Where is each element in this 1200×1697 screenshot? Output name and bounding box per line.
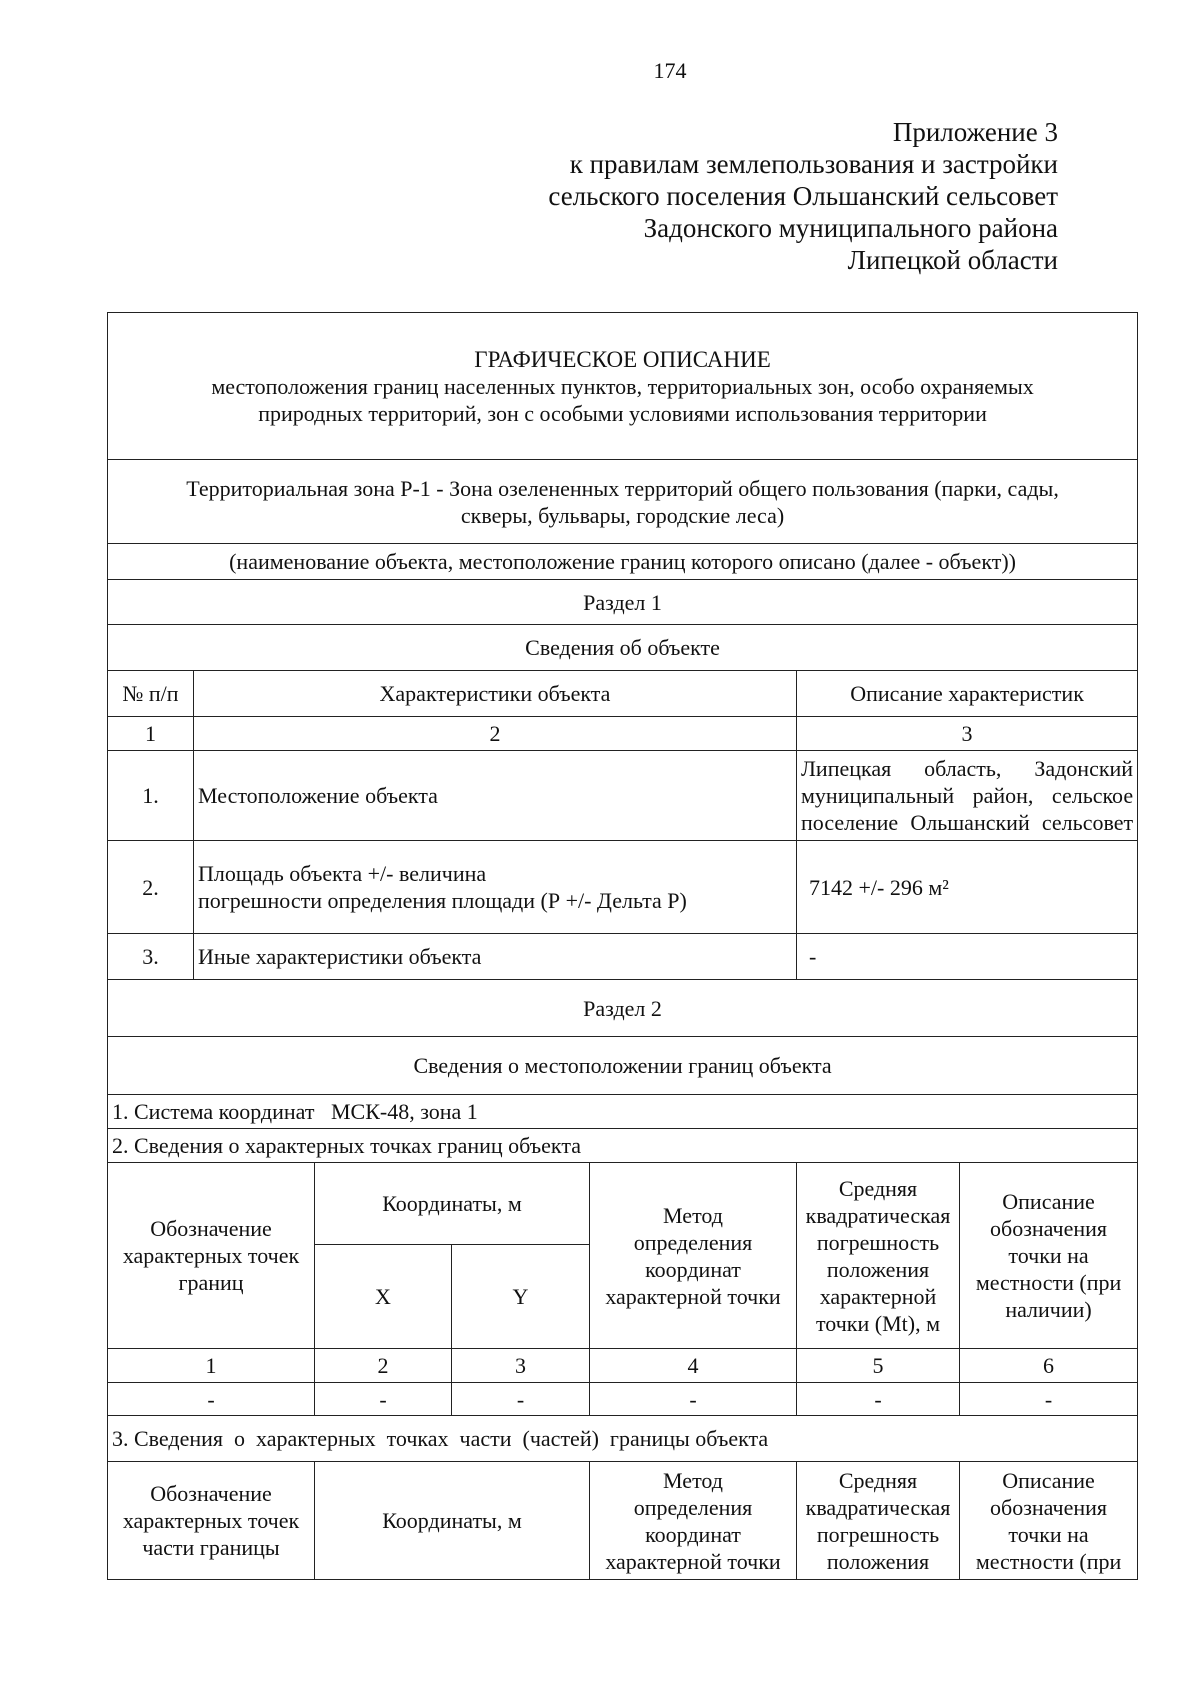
header-line: точки (Mt), м	[815, 1310, 941, 1336]
appendix-line: Приложение 3	[892, 117, 1058, 147]
header-line: Обозначение	[150, 1216, 272, 1241]
header-line: части границы	[142, 1535, 280, 1560]
section1-title: Раздел 1	[108, 580, 1138, 625]
header-method	[590, 1462, 797, 1580]
empty-cell: -	[452, 1383, 590, 1416]
header-part-point-designation	[108, 1462, 315, 1580]
appendix-header	[548, 116, 1058, 276]
characteristic-value: -	[797, 934, 1138, 980]
zone-name	[108, 460, 1138, 544]
header-line: положения	[826, 1548, 930, 1574]
characteristic-value: 7142 +/- 296 м²	[797, 841, 1138, 934]
header-coordinates: Координаты, м	[315, 1462, 590, 1580]
empty-cell: -	[315, 1383, 452, 1416]
header-point-description	[960, 1462, 1138, 1580]
header-line: точки на	[1008, 1521, 1089, 1547]
column-number: 1	[108, 1349, 315, 1383]
header-point-designation	[108, 1163, 315, 1349]
header-method	[590, 1163, 797, 1349]
header-line: координат	[645, 1256, 741, 1282]
column-number: 3	[452, 1349, 590, 1383]
section2-title: Раздел 2	[108, 980, 1138, 1037]
header-line: определения	[633, 1229, 753, 1255]
graphic-description-table	[107, 312, 1138, 1580]
header-line: Метод	[663, 1467, 723, 1493]
header-point-description	[960, 1163, 1138, 1349]
header-line: характерных точек	[122, 1508, 300, 1533]
document-title: ГРАФИЧЕСКОЕ ОПИСАНИЕ	[474, 346, 771, 372]
section2-subtitle: Сведения о местоположении границ объекта	[108, 1037, 1138, 1095]
document-heading	[108, 313, 1138, 460]
row-number: 3.	[108, 934, 194, 980]
empty-cell: -	[108, 1383, 315, 1416]
characteristic-name-line: погрешности определения площади (Р +/- Дельта Р)	[198, 888, 687, 913]
header-line: определения	[633, 1494, 753, 1520]
empty-cell: -	[797, 1383, 960, 1416]
coordinate-system: 1. Система координат МСК-48, зона 1	[108, 1095, 1138, 1129]
header-number: № п/п	[108, 671, 194, 717]
header-line: Описание	[1002, 1189, 1095, 1214]
document-subtitle-line: местоположения границ населенных пунктов, территориальных зон, особо охраняемых	[211, 373, 1034, 399]
header-x: X	[315, 1245, 452, 1349]
zone-caption: (наименование объекта, местоположение границ которого описано (далее - объект))	[108, 544, 1138, 580]
header-line: обозначения	[990, 1216, 1108, 1241]
header-y: Y	[452, 1245, 590, 1349]
header-line: погрешность	[816, 1521, 940, 1547]
header-line: квадратическая	[805, 1494, 951, 1520]
appendix-line: Липецкой области	[847, 245, 1058, 275]
row-number: 1.	[108, 751, 194, 841]
parts-title: 3. Сведения о характерных точках части (частей) границы объекта	[108, 1416, 1138, 1462]
zone-name-line: скверы, бульвары, городские леса)	[460, 502, 785, 528]
header-line: координат	[645, 1521, 741, 1547]
characteristic-name: Местоположение объекта	[194, 751, 797, 841]
points-title: 2. Сведения о характерных точках границ объекта	[108, 1129, 1138, 1163]
header-line: квадратическая	[805, 1202, 951, 1228]
header-line: характерных точек	[122, 1243, 300, 1268]
header-line: положения	[826, 1256, 930, 1282]
header-line: Средняя	[838, 1175, 918, 1201]
empty-cell: -	[590, 1383, 797, 1416]
header-mean-error	[797, 1462, 960, 1580]
appendix-line: к правилам землепользования и застройки	[569, 149, 1058, 179]
section1-subtitle: Сведения об объекте	[108, 625, 1138, 671]
characteristic-value: Липецкая область, Задонский муниципальный район, сельское поселение Ольшанский сельсовет	[797, 751, 1138, 841]
empty-cell: -	[960, 1383, 1138, 1416]
column-number: 2	[315, 1349, 452, 1383]
column-number: 4	[590, 1349, 797, 1383]
zone-name-line: Территориальная зона Р-1 - Зона озелененных территорий общего пользования (парки, сады,	[186, 475, 1059, 501]
appendix-line: Задонского муниципального района	[643, 213, 1058, 243]
characteristic-name	[194, 841, 797, 934]
column-number: 5	[797, 1349, 960, 1383]
header-line: точки на	[1008, 1243, 1089, 1268]
header-line: погрешность	[816, 1229, 940, 1255]
characteristic-name-line: Площадь объекта +/- величина	[198, 861, 487, 886]
header-line: Метод	[663, 1202, 723, 1228]
header-line: Обозначение	[150, 1481, 272, 1506]
header-line: местности (при	[975, 1548, 1122, 1574]
header-characteristics: Характеристики объекта	[194, 671, 797, 717]
header-line: Средняя	[838, 1467, 918, 1493]
header-line: границ	[178, 1270, 244, 1295]
row-number: 2.	[108, 841, 194, 934]
header-line: наличии)	[1005, 1297, 1092, 1322]
header-line: обозначения	[990, 1494, 1108, 1520]
header-line: Описание	[1002, 1467, 1095, 1493]
header-line: местности (при	[975, 1270, 1122, 1295]
appendix-line: сельского поселения Ольшанский сельсовет	[548, 181, 1058, 211]
header-coordinates: Координаты, м	[315, 1163, 590, 1245]
header-line: характерной точки	[605, 1283, 781, 1309]
header-line: характерной точки	[605, 1548, 781, 1574]
header-line: характерной	[819, 1283, 937, 1309]
characteristic-name: Иные характеристики объекта	[194, 934, 797, 980]
column-number: 2	[194, 717, 797, 751]
column-number: 3	[797, 717, 1138, 751]
header-description: Описание характеристик	[797, 671, 1138, 717]
column-number: 1	[108, 717, 194, 751]
header-mean-error	[797, 1163, 960, 1349]
page-number: 174	[653, 58, 687, 83]
column-number: 6	[960, 1349, 1138, 1383]
document-subtitle-line: природных территорий, зон с особыми условиями использования территории	[258, 400, 987, 426]
